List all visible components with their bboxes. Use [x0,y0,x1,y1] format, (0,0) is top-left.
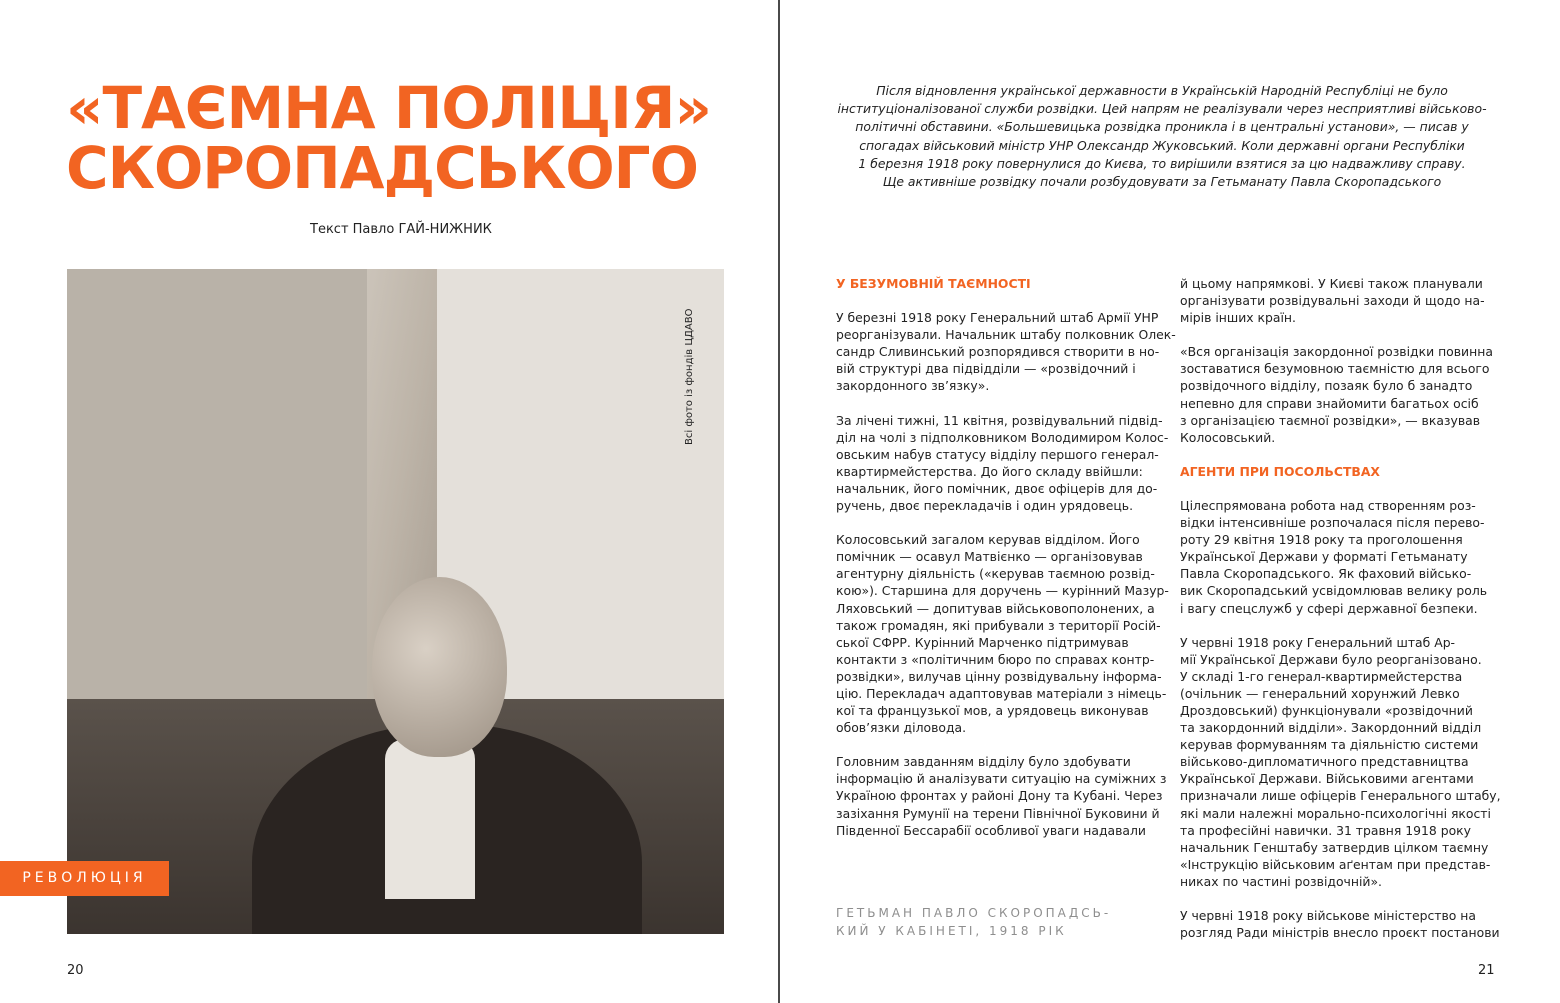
text-line: зазіхання Румунії на терени Північної Буковини й [836,805,1160,821]
text-column-1 [836,275,1176,856]
text-line: За лічені тижні, 11 квітня, розвідувальний підвід- [836,412,1163,428]
text-line: призначали лише офіцерів Генерального штабу, [1180,788,1501,804]
text-line: кої та французької мов, а урядовець виконував [836,703,1149,719]
byline: Текст Павло ГАЙ-НИЖНИК [310,222,492,237]
headline-line-1: «ТАЄМНА ПОЛІЦІЯ» [66,74,711,142]
text-line: роту 29 квітня 1918 року та проголошення [1180,532,1463,548]
text-line: Головним завданням відділу було здобувати [836,754,1131,770]
paragraph [1180,343,1500,446]
text-line: квартирмейстерства. До його складу ввійшли: [836,463,1143,479]
text-line: відки інтенсивніше розпочалася після перево- [1180,515,1485,531]
paragraph [836,753,1167,838]
article-lead [832,82,1492,191]
text-line: У червні 1918 року Генеральний штаб Ар- [1180,634,1456,650]
text-line: У червні 1918 року військове міністерство на [1180,908,1476,923]
paragraph [1180,275,1500,326]
page-number-right: 21 [1478,963,1495,978]
photo-credit: Всі фото із фондів ЦДАВО [684,308,695,445]
text-line: Україною фронтах у районі Дону та Кубані. Через [836,788,1163,804]
text-line: і вагу спецслужб у сфері державної безпеки. [1180,600,1478,616]
text-line: помічник — осавул Матвієнко — організовував [836,549,1143,565]
text-line: «Вся організація закордонної розвідки повинна [1180,344,1493,360]
text-line: никах по частині розвідочній». [1180,873,1382,889]
paragraph [1180,497,1500,617]
lead-line: спогадах військовий міністр УНР Олександр Жуковський. Коли державні органи Республіки [859,137,1465,153]
text-line: розгляд Ради міністрів внесло проєкт постанови [1180,925,1500,941]
photo-caption [836,905,1111,940]
caption-line: КИЙ У КАБІНЕТІ, 1918 РІК [836,923,1067,938]
text-line: розвідки», вилучав цінну розвідувальну інформа- [836,668,1162,684]
text-line: інформацію й аналізувати ситуацію на суміжних з [836,771,1167,787]
text-line: Колосовський. [1180,429,1276,445]
text-line: реорганізували. Начальник штабу полковник Олек- [836,327,1176,343]
text-line: також громадян, які прибували з території Росій- [836,617,1161,633]
text-line: Цілеспрямована робота над створенням роз- [1180,497,1476,513]
text-line: агентурну діяльність («керував таємною розвід- [836,566,1155,582]
text-line: ської СФРР. Курінний Марченко підтримував [836,634,1129,650]
lead-line: Ще активніше розвідку почали розбудовувати за Гетьманату Павла Скоропадського [882,174,1442,190]
text-line: Української Держави у форматі Гетьманату [1180,549,1468,565]
lead-line: інституціоналізованої служби розвідки. Цей напрям не реалізували через несприятливі військово- [837,101,1487,117]
text-line: діл на чолі з підполковником Володимиром Колос- [836,429,1169,445]
page-number-left: 20 [67,963,84,978]
text-column-2 [1180,275,1500,958]
photo-figure-head [372,577,507,757]
text-line: ручень, двоє перекладачів і один урядовець. [836,498,1134,514]
lead-line: Після відновлення української державности в Українській Народній Республіці не було [876,83,1448,98]
text-line: непевно для справи знайомити багатьох осіб [1180,395,1479,411]
text-line: овським набув статусу відділу першого генерал- [836,446,1159,462]
text-line: які мали належні морально-психологічні якості [1180,805,1491,821]
caption-line: ГЕТЬМАН ПАВЛО СКОРОПАДСЬ- [836,906,1112,920]
paragraph [836,309,1176,394]
page-gutter [778,0,780,1003]
text-line: обов’язки діловода. [836,720,967,736]
paragraph [836,531,1169,736]
text-line: вик Скоропадський усвідомлював велику роль [1180,583,1488,599]
subheading-secrecy: У БЕЗУМОВНІЙ ТАЄМНОСТІ [836,276,1031,291]
text-line: Павла Скоропадського. Як фаховий військо- [1180,566,1472,582]
subheading-agents: АГЕНТИ ПРИ ПОСОЛЬСТВАХ [1180,463,1380,479]
text-line: мії Української Держави було реорганізовано. [1180,651,1482,667]
text-line: (очільник — генеральний хорунжий Левко [1180,685,1460,701]
text-line: цію. Перекладач адаптовував матеріали з німець- [836,685,1167,701]
text-line: кою»). Старшина для доручень — курінний Мазур- [836,583,1169,599]
text-line: зоставатися безумовною таємністю для всього [1180,361,1490,377]
text-line: Української Держави. Військовими агентами [1180,771,1474,787]
text-line: контакти з «політичним бюро по справах контр- [836,651,1155,667]
paragraph [1180,907,1500,941]
text-line: Південної Бессарабії особливої уваги надавали [836,822,1146,838]
text-line: з організацією таємної розвідки», — вказував [1180,412,1481,428]
text-line: сандр Сливинський розпорядився створити в но- [836,344,1160,360]
text-line: У складі 1-го генерал-квартирмейстерства [1180,668,1463,684]
text-line: Ляховський — допитував військовополонених, а [836,600,1155,616]
text-line: начальник, його помічник, двоє офіцерів для до- [836,480,1158,496]
text-line: начальник Генштабу затвердив цілком таємну [1180,839,1489,855]
text-line: керував формуванням та діяльністю системи [1180,737,1479,753]
text-line: У березні 1918 року Генеральний штаб Армії УНР [836,310,1159,326]
text-line: військово-дипломатичного представництва [1180,754,1469,770]
lead-line: політичні обставини. «Большевицька розвідка проникла і в центральні установи», — писав у [855,119,1469,135]
text-line: Дроздовський) функціонували «розвідочний [1180,702,1473,718]
text-line: мірів інших країн. [1180,310,1296,326]
hetman-portrait-photo [67,269,724,934]
photo-wall-left [67,269,367,709]
text-line: та закордонний відділи». Закордонний відділ [1180,720,1482,736]
photo-figure-shirt [385,739,475,899]
text-line: закордонного зв’язку». [836,378,990,394]
section-tag: РЕВОЛЮЦІЯ [0,861,169,896]
text-line: вій структурі два підвідділи — «розвідочний і [836,361,1136,377]
text-line: та професійні навички. 31 травня 1918 року [1180,822,1471,838]
text-line: розвідочного відділу, позаяк було б занадто [1180,378,1473,394]
lead-line: 1 березня 1918 року повернулися до Києва, то вирішили взятися за цю надважливу справу. [858,155,1466,171]
headline-line-2: СКОРОПАДСЬКОГО [66,134,698,202]
paragraph [836,412,1169,515]
text-line: Колосовський загалом керував відділом. Його [836,532,1140,548]
text-line: організувати розвідувальні заходи й щодо на- [1180,293,1485,309]
paragraph [1180,634,1500,890]
text-line: «Інструкцію військовим аґентам при представ- [1180,856,1491,872]
text-line: й цьому напрямкові. У Києві також планували [1180,276,1483,291]
article-headline [66,74,766,202]
